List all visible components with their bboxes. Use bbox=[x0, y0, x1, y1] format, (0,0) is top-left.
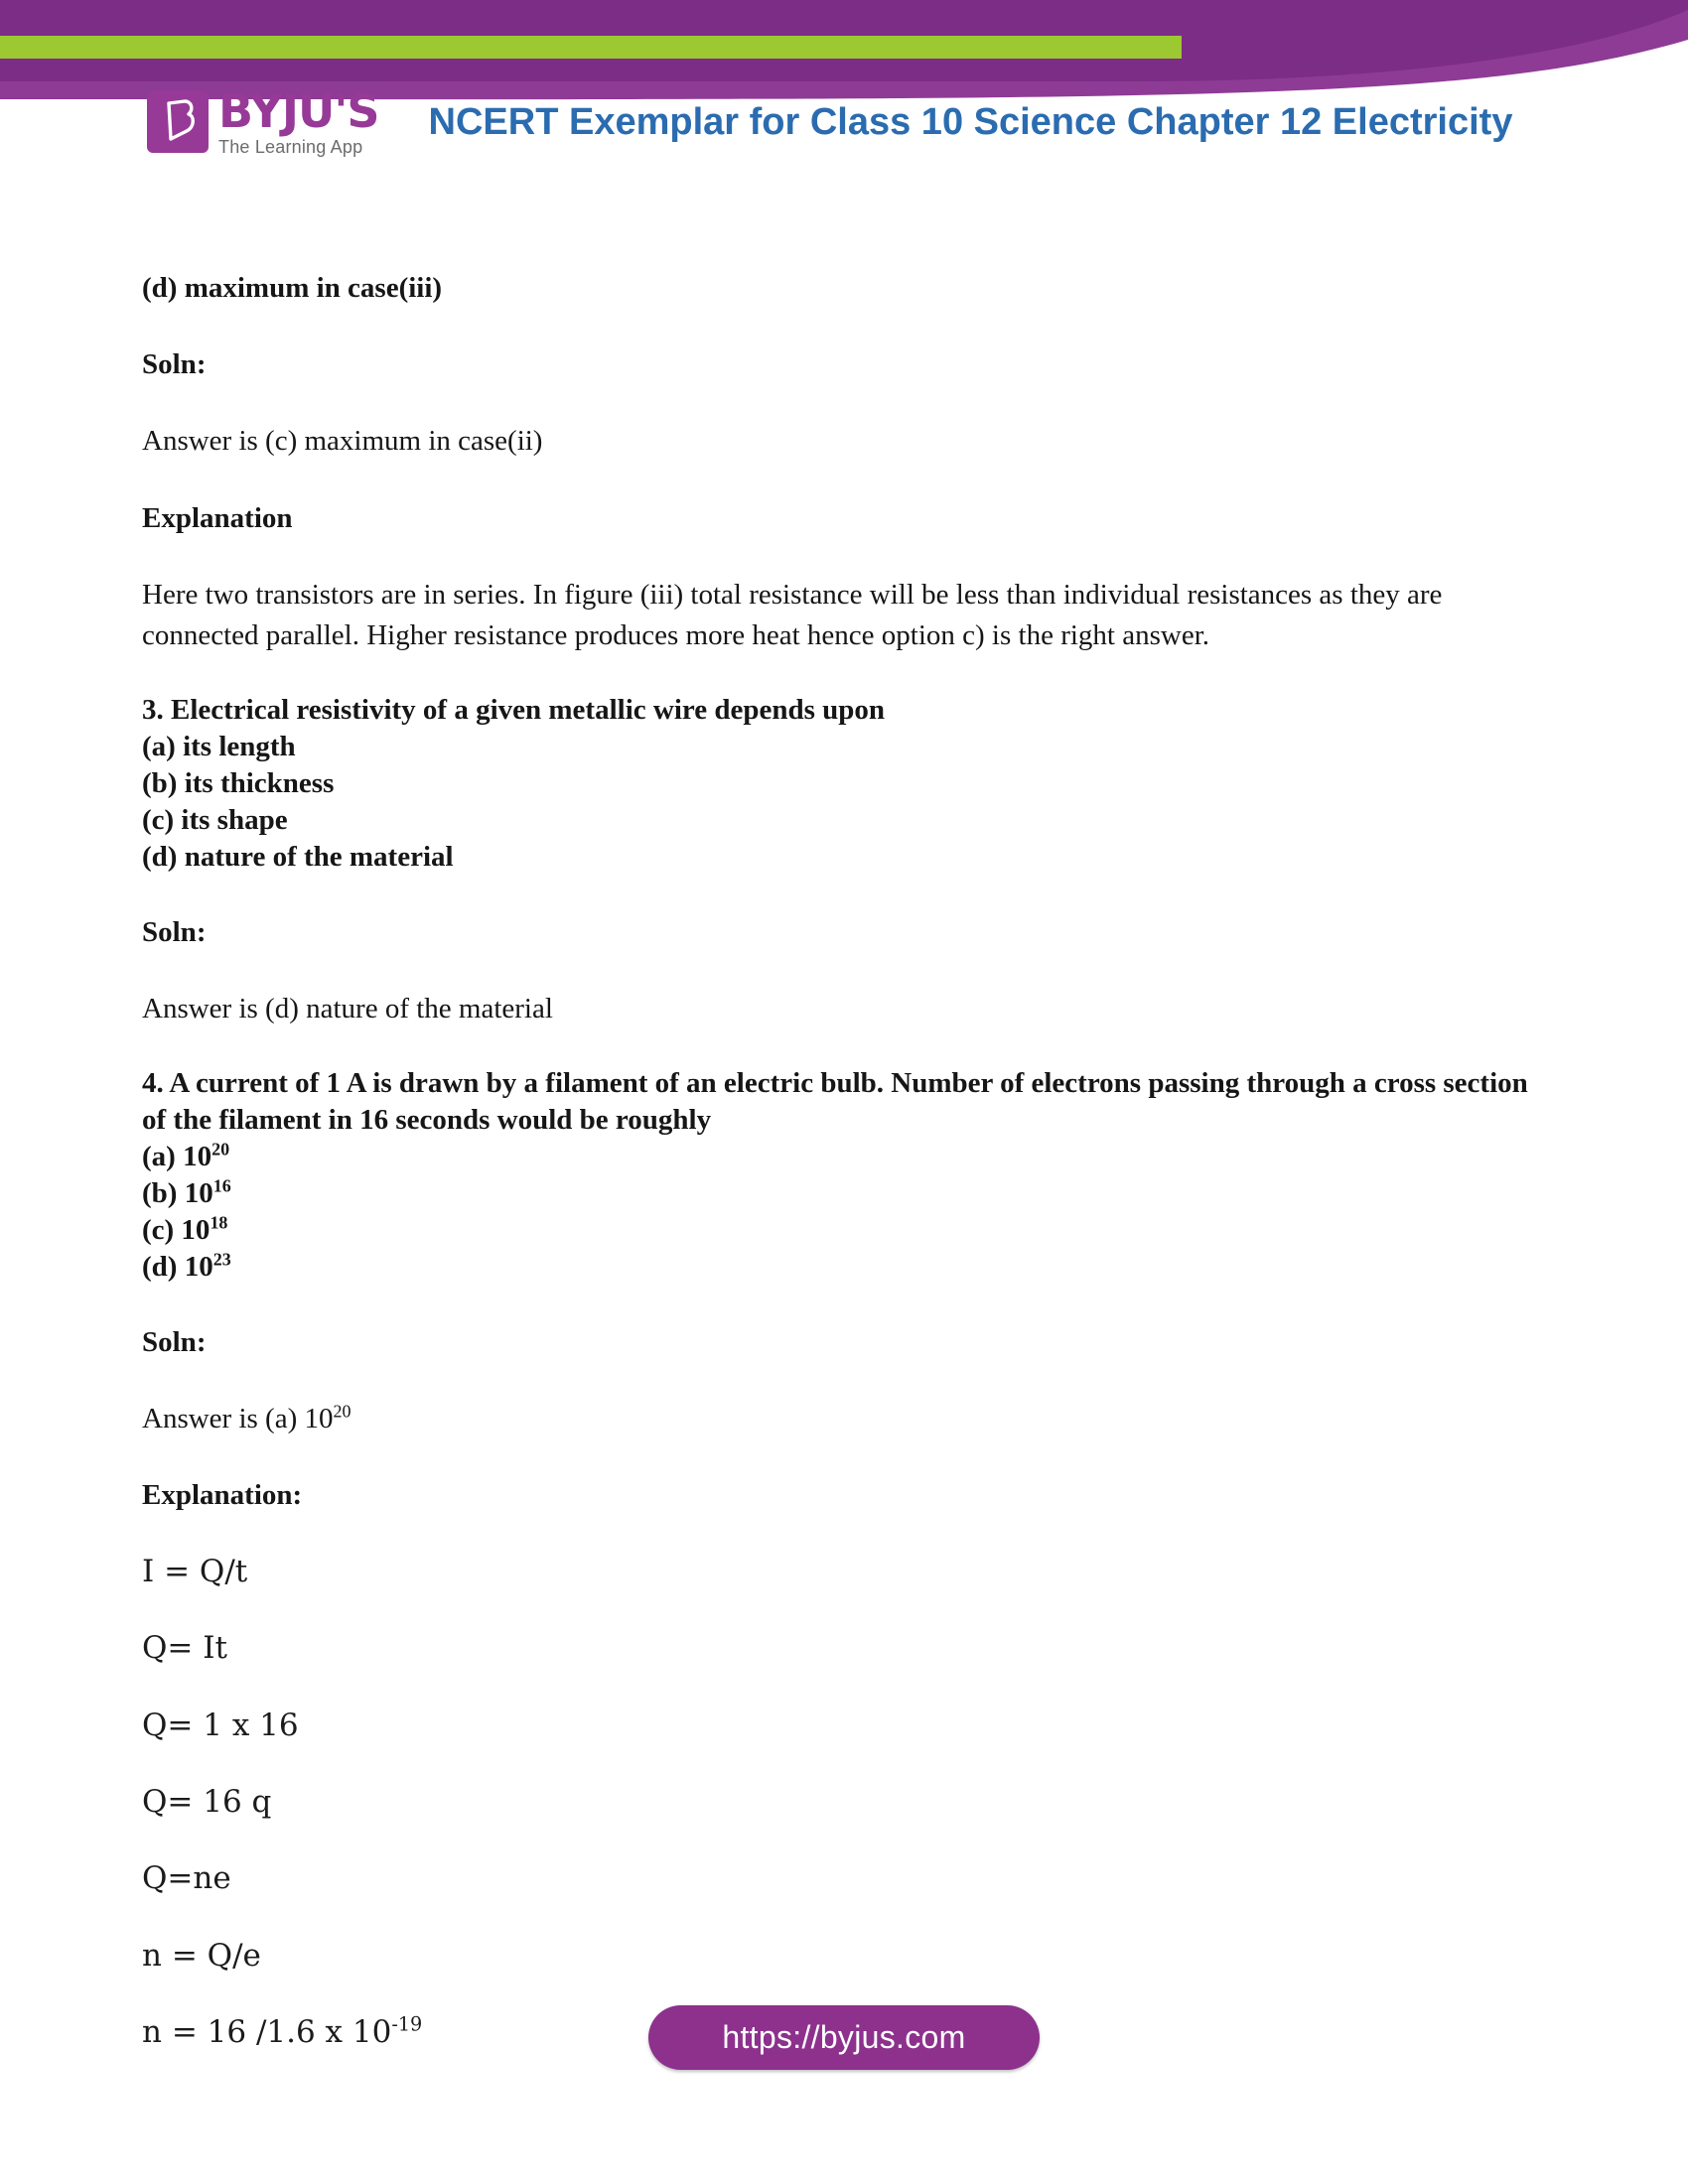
byjus-logo-text: BYJU'S bbox=[218, 84, 379, 138]
byjus-logo[interactable] bbox=[147, 84, 379, 157]
soln-label-2: Soln: bbox=[142, 915, 207, 948]
page-title: NCERT Exemplar for Class 10 Science Chapter 12 Electricity bbox=[428, 100, 1513, 143]
explanation-text-1: Here two transistors are in series. In figure (iii) total resistance will be less than individual resistances as they are connected parallel. Higher resistance produces more heat hence option c) is the right answer. bbox=[142, 578, 1443, 651]
equation-1: I = Q/t bbox=[142, 1554, 248, 1590]
question-4-stem: 4. A current of 1 A is drawn by a filament of an electric bulb. Number of electrons passing through a cross section of the filament in 16 seconds would be roughly bbox=[142, 1066, 1528, 1137]
byjus-logo-icon bbox=[147, 91, 209, 153]
question-3 bbox=[142, 692, 1547, 877]
answer-2: Answer is (d) nature of the material bbox=[142, 992, 553, 1024]
question-4-option-b-label: (b) 10 bbox=[142, 1177, 213, 1210]
answer-3 bbox=[142, 1399, 1547, 1439]
byjus-logo-wordmark bbox=[218, 84, 379, 157]
equation-6: n = Q/e bbox=[142, 1937, 261, 1974]
header-green-bar bbox=[0, 36, 1182, 59]
explanation-label-2: Explanation: bbox=[142, 1478, 303, 1511]
equation-4: Q= 16 q bbox=[142, 1783, 272, 1820]
question-3-option-a: (a) its length bbox=[142, 731, 296, 763]
question-4-option-a bbox=[142, 1139, 1547, 1175]
explanation-label-1: Explanation bbox=[142, 501, 293, 534]
brand-row bbox=[147, 77, 1512, 167]
question-3-stem: 3. Electrical resistivity of a given metallic wire depends upon bbox=[142, 694, 886, 727]
equation-2: Q= It bbox=[142, 1630, 227, 1667]
previous-option-d: (d) maximum in case(iii) bbox=[142, 272, 443, 304]
answer-3-exponent: 20 bbox=[333, 1401, 352, 1422]
equation-3: Q= 1 x 16 bbox=[142, 1706, 299, 1743]
soln-label-1: Soln: bbox=[142, 348, 207, 381]
question-3-option-d: (d) nature of the material bbox=[142, 841, 454, 874]
question-4-option-c-exponent: 18 bbox=[210, 1212, 228, 1233]
answer-1: Answer is (c) maximum in case(ii) bbox=[142, 425, 543, 458]
byjus-logo-tagline: The Learning App bbox=[218, 137, 363, 157]
header-purple-bar bbox=[0, 0, 1112, 33]
question-4-option-d-label: (d) 10 bbox=[142, 1251, 213, 1284]
question-4-option-c bbox=[142, 1212, 1547, 1249]
question-4-option-b bbox=[142, 1175, 1547, 1212]
question-3-option-c: (c) its shape bbox=[142, 804, 288, 837]
footer bbox=[0, 2005, 1688, 2070]
question-4 bbox=[142, 1065, 1547, 1287]
document-content bbox=[142, 268, 1547, 2089]
question-4-option-d bbox=[142, 1249, 1547, 1286]
byjus-url-button[interactable]: https://byjus.com bbox=[648, 2005, 1039, 2070]
equation-5: Q=ne bbox=[142, 1860, 231, 1897]
question-4-option-c-label: (c) 10 bbox=[142, 1214, 211, 1247]
question-4-option-a-exponent: 20 bbox=[211, 1139, 230, 1160]
equation-7-exponent: -19 bbox=[391, 2012, 423, 2036]
byjus-b-glyph-icon bbox=[147, 91, 209, 153]
question-4-option-d-exponent: 23 bbox=[212, 1249, 231, 1270]
answer-3-text: Answer is (a) 10 bbox=[142, 1402, 334, 1434]
question-4-option-a-label: (a) 10 bbox=[142, 1141, 212, 1173]
question-3-option-b: (b) its thickness bbox=[142, 767, 335, 800]
question-4-option-b-exponent: 16 bbox=[212, 1175, 231, 1196]
equation-7-text: n = 16 /1.6 x 10 bbox=[142, 2013, 392, 2050]
soln-label-3: Soln: bbox=[142, 1325, 207, 1358]
